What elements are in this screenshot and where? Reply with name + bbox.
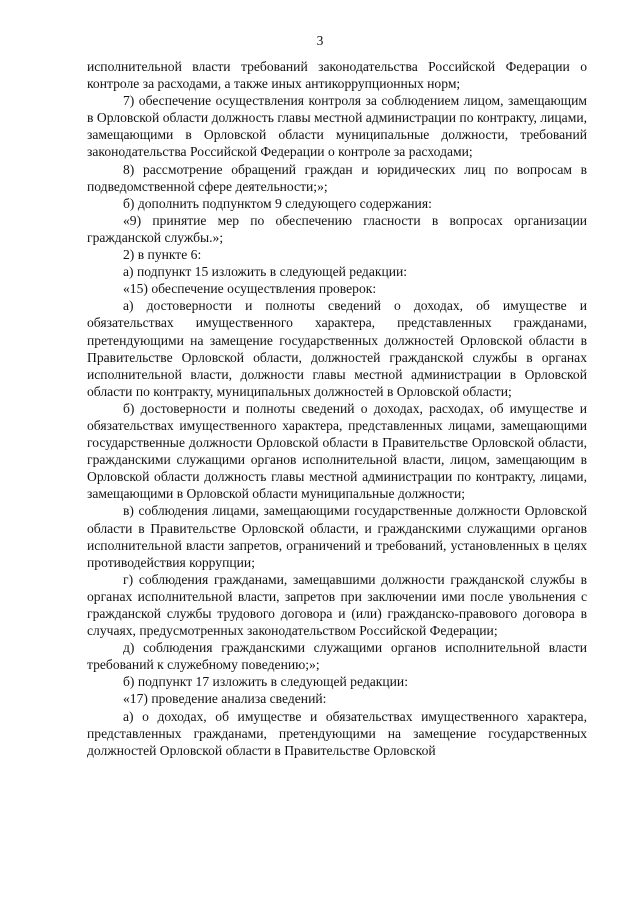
paragraph-add-subitem-9: б) дополнить подпунктом 9 следующего содержания: (123, 195, 432, 211)
paragraph-continuation: исполнительной власти требований законодательства Российской Федерации о контроле за расходами, а также иных антикоррупционных норм; (87, 59, 587, 92)
paragraph-subitem-15-intro: а) подпункт 15 изложить в следующей редакции: (123, 264, 408, 280)
document-body (87, 58, 587, 759)
paragraph-subitem-17-intro: б) подпункт 17 изложить в следующей редакции: (123, 674, 408, 690)
paragraph-point-6: 2) в пункте 6: (123, 247, 202, 263)
page-number: 3 (316, 33, 324, 48)
paragraph-item-17: «17) проведение анализа сведений: (123, 691, 327, 707)
paragraph-15-g: г) соблюдения гражданами, замещавшими должности гражданской службы в органах исполнительной власти, запретов при заключении ими после увольнения с гражданской службы трудового договора и (или) гражданско-правового договора в случаях, предусмотренных законодательством Российской Федерации; (87, 571, 587, 639)
paragraph-item-7: 7) обеспечение осуществления контроля за соблюдением лицом, замещающим в Орловской области должность главы местной администрации по контракту, лицами, замещающими в Орловской области муниципальные должности, требований законодательства Российской Федерации о контроле за расходами; (87, 93, 587, 160)
paragraph-17-a: а) о доходах, об имуществе и обязательствах имущественного характера, представленных гражданами, претендующими на замещение государственных должностей Орловской области в Правительстве Орловской (87, 708, 587, 758)
paragraph-15-v: в) соблюдения лицами, замещающими государственные должности Орловской области в Правительстве Орловской области, и гражданскими служащими органов исполнительной власти запретов, ограничений и требований, установленных в целях противодействия коррупции; (87, 503, 587, 570)
paragraph-15-d: д) соблюдения гражданскими служащими органов исполнительной власти требований к служебному поведению;»; (87, 640, 587, 673)
paragraph-item-9: «9) принятие мер по обеспечению гласности в вопросах организации гражданской службы.»; (87, 212, 587, 245)
paragraph-item-8: 8) рассмотрение обращений граждан и юридических лиц по вопросам в подведомственной сфере деятельности;»; (87, 161, 587, 194)
paragraph-15-b: б) достоверности и полноты сведений о доходах, расходах, об имуществе и обязательствах имущественного характера, представленных лицами, замещающими государственные должности Орловской области в Правительстве Орловской области, гражданскими служащими органов исполнительной власти, лицом, замещающим в Орловской области должность главы местной администрации по контракту, лицами, замещающими в Орловской области муниципальные должности; (87, 400, 587, 502)
paragraph-15-a: а) достоверности и полноты сведений о доходах, об имуществе и обязательствах имущественного характера, представленных гражданами, претендующими на замещение государственных должностей Орловской области в Правительстве Орловской области, должностей гражданской службы в органах исполнительной власти, должности главы местной администрации в Орловской области по контракту, муниципальных должностей в Орловской области; (87, 298, 587, 399)
paragraph-item-15: «15) обеспечение осуществления проверок: (123, 281, 377, 297)
